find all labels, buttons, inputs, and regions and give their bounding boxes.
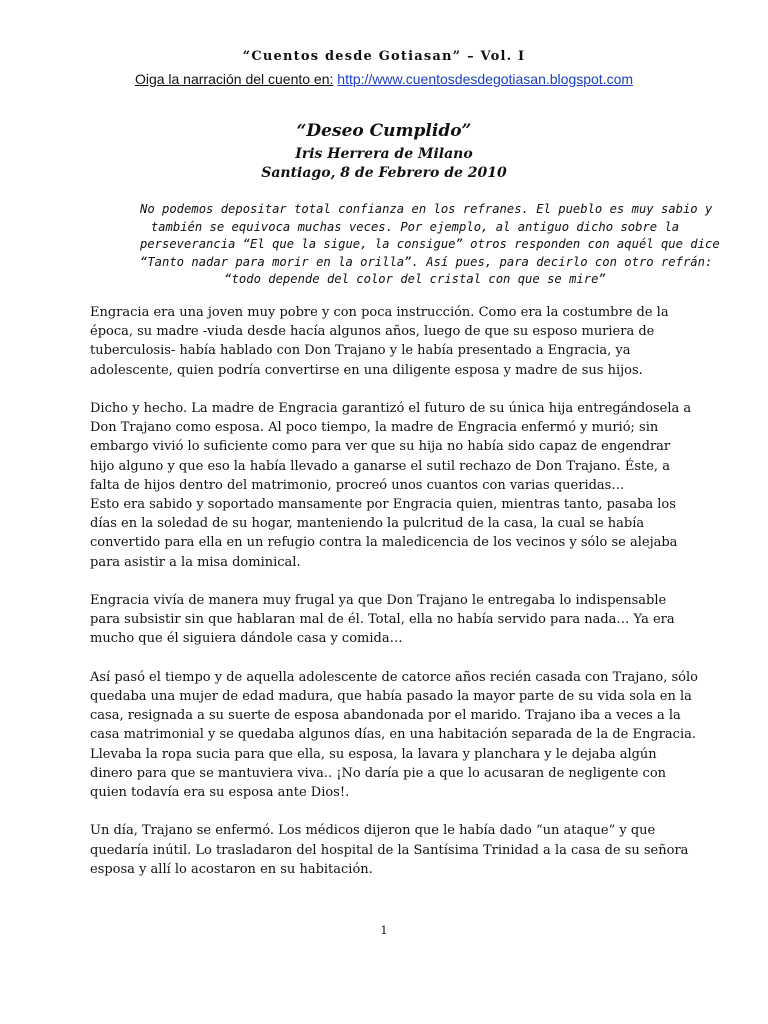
paragraph [90,591,730,649]
text-line: falta de hijos dentro del matrimonio, procreó unos cuantos con varias queridas… [90,477,625,493]
text-line: embargo vivió lo suficiente como para ver que su hija no había sido capaz de engendrar [90,439,671,455]
text-line: Así pasó el tiempo y de aquella adolescente de catorce años recién casada con Trajano, sólo [90,669,698,685]
text-line: quedaba una mujer de edad madura, que había pasado la mayor parte de su vida sola en la [90,689,692,705]
text-line: hijo alguno y que eso la había llevado a ganarse el sutil rechazo de Don Trajano. Éste, a [90,458,670,474]
text-line: dinero para que se mantuviera viva.. ¡No daría pie a que lo acusaran de negligente con [90,765,667,781]
text-line: esposa y allí lo acostaron en su habitación. [90,861,373,877]
text-line: convertido para ella en un refugio contra la maledicencia de los vecinos y sólo se alejaba [90,535,678,551]
text-line: para asistir a la misa dominical. [90,554,301,570]
text-line: para subsistir sin que hablaran mal de él. Total, ella no había servido para nada… Ya era [90,612,675,628]
narration-link[interactable]: http://www.cuentosdesdegotiasan.blogspot.com [337,71,634,87]
text-line: Don Trajano como esposa. Al poco tiempo, la madre de Engracia enfermó y murió; sin [90,420,659,436]
story-title: “Deseo Cumplido” [296,121,472,141]
epigraph-line: “todo depende del color del cristal con que se mire” [224,272,606,286]
text-line: Engracia vivía de manera muy frugal ya que Don Trajano le entregaba lo indispensable [90,593,667,609]
text-line: adolescente, quien podría convertirse en una diligente esposa y madre de sus hijos. [90,362,643,378]
epigraph-line: también se equivoca muchas veces. Por ejemplo, al antiguo dicho sobre la [150,219,680,234]
narration-line [0,71,768,87]
text-line: quedaría inútil. Lo trasladaron del hospital de la Santísima Trinidad a la casa de su señora [90,842,689,858]
epigraph [140,201,720,289]
text-line: Engracia era una joven muy pobre y con poca instrucción. Como era la costumbre de la [90,305,669,320]
paragraph [90,821,730,879]
epigraph-line: “Tanto nadar para morir en la orilla”. Así pues, para decirlo con otro refrán: [140,254,713,269]
narration-label: Oiga la narración del cuento en: [134,71,334,87]
text-line: casa matrimonial y se quedaba algunos días, en una habitación separada de la de Engracia. [90,727,696,743]
epigraph-line: perseverancia “El que la sigue, la consigue” otros responden con aquél que dice [140,237,720,251]
text-line: días en la soledad de su hogar, manteniendo la pulcritud de la casa, la cual se había [90,516,645,532]
text-line: época, su madre -viuda desde hacía algunos años, luego de que su esposo muriera de [90,324,655,340]
paragraph [90,303,730,380]
text-line: mucho que él siguiera dándole casa y comida… [90,631,403,647]
story-date: Santiago, 8 de Febrero de 2010 [261,165,507,181]
text-line: tuberculosis- había hablado con Don Trajano y le había presentado a Engracia, ya [90,343,631,359]
story-author: Iris Herrera de Milano [295,146,473,162]
text-line: Dicho y hecho. La madre de Engracia garantizó el futuro de su única hija entregándosela a [90,401,692,416]
text-line: casa, resignada a su suerte de esposa abandonada por el marido. Trajano iba a veces a la [90,708,681,724]
text-line: Llevaba la ropa sucia para que ella, su esposa, la lavara y planchara y le dejaba algún [90,746,657,762]
page-number: 1 [380,924,388,937]
text-line: Un día, Trajano se enfermó. Los médicos dijeron que le había dado “un ataque” y que [90,823,656,839]
paragraph [90,399,730,572]
text-line: quien todavía era su esposa ante Dios!. [90,785,350,801]
epigraph-line: No podemos depositar total confianza en los refranes. El pueblo es muy sabio y [140,202,713,216]
story-body [90,303,730,898]
paragraph [90,668,730,802]
series-title: “Cuentos desde Gotiasan” – Vol. I [242,49,526,64]
text-line: Esto era sabido y soportado mansamente por Engracia quien, mientras tanto, pasaba los [90,497,676,513]
